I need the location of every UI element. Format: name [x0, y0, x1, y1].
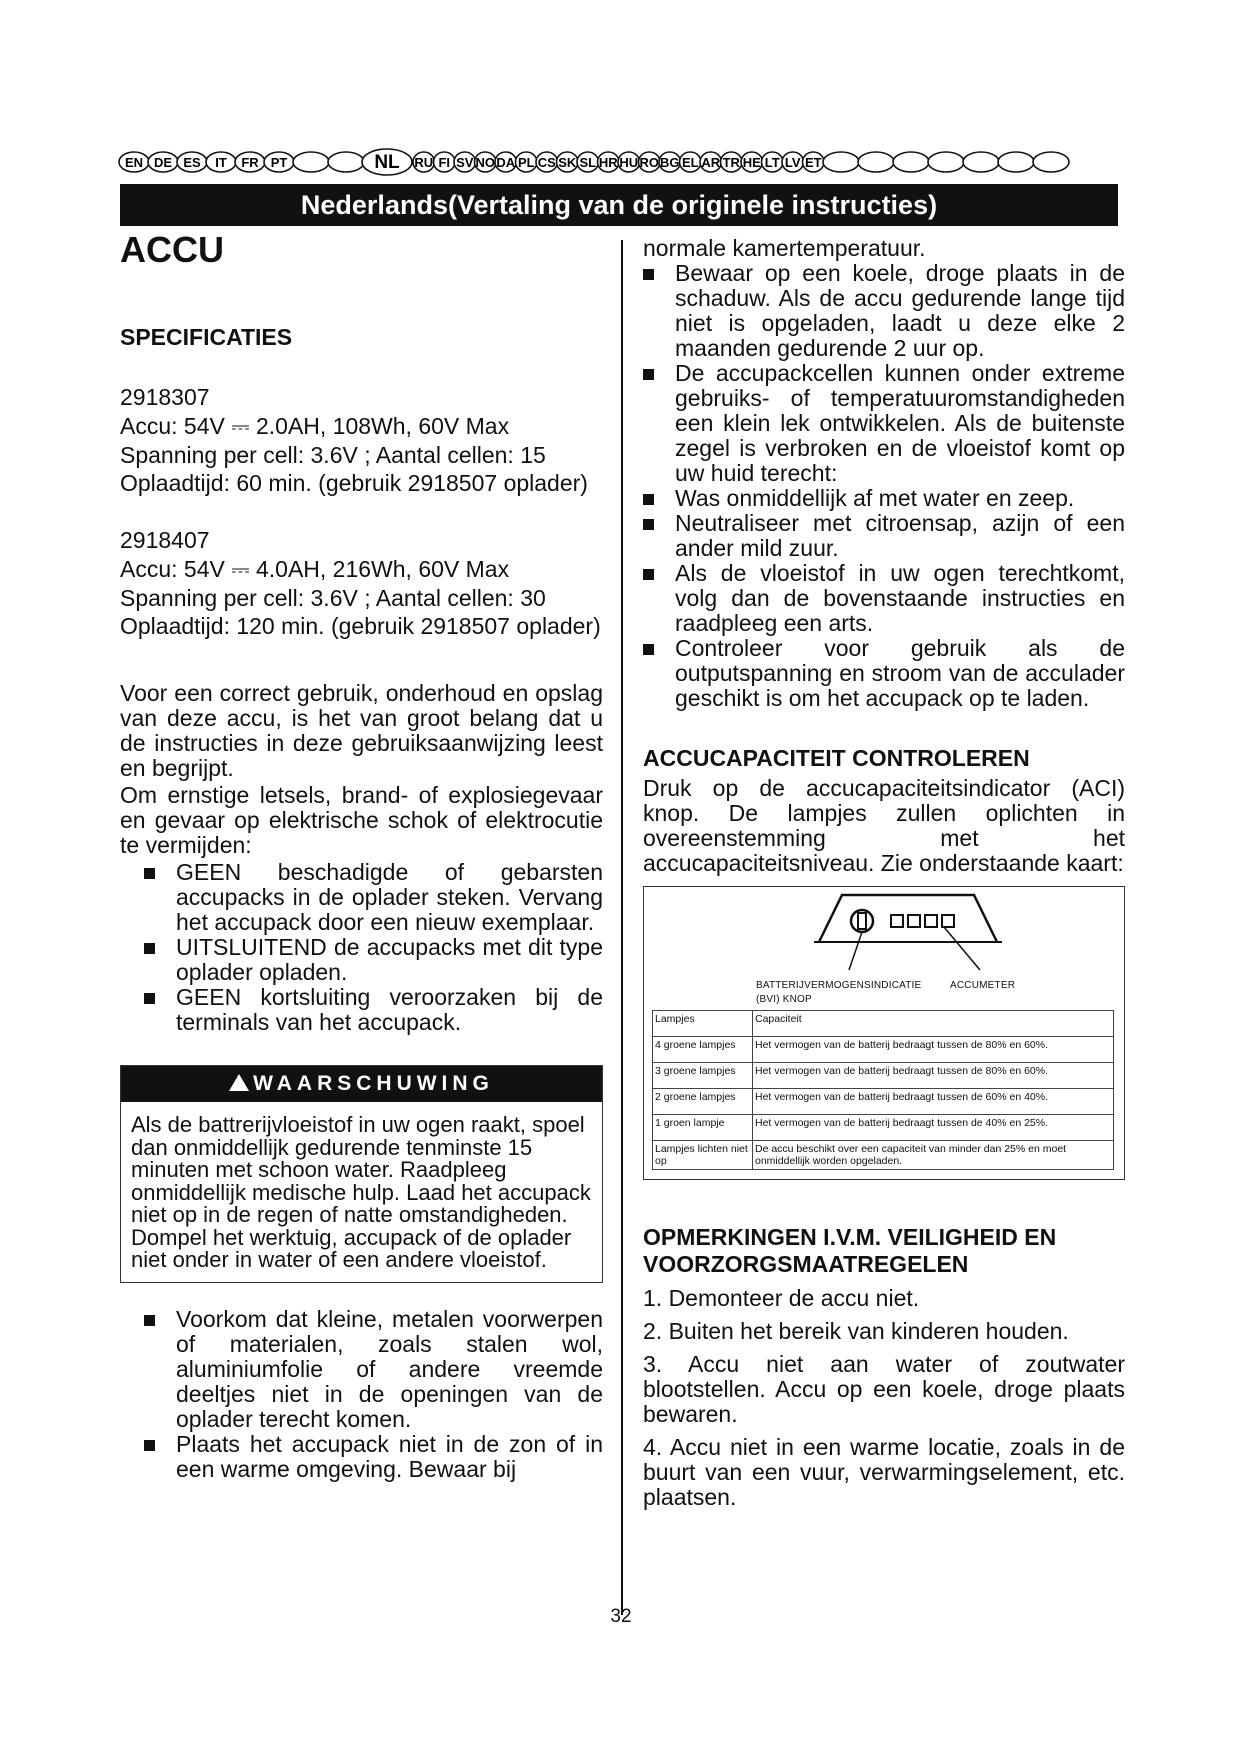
language-tab — [516, 152, 538, 172]
list-item: Was onmiddellijk af met water en zeep. — [663, 486, 1125, 511]
language-tab — [577, 152, 599, 172]
aci-diagram — [643, 886, 1125, 1180]
table-cell: Het vermogen van de batterij bedraagt tussen de 80% en 60%. — [753, 1037, 1114, 1063]
bullet-square-icon — [144, 943, 155, 954]
list-item: Plaats het accupack niet in de zon of in een warme omgeving. Bewaar bij — [144, 1432, 603, 1482]
warning-box — [120, 1065, 603, 1283]
model1-oplaad: Oplaadtijd: 60 min. (gebruik 2918507 oplader) — [120, 470, 588, 496]
svg-text:AR: AR — [701, 155, 721, 170]
svg-text:TR: TR — [722, 155, 740, 170]
warning-header: WAARSCHUWING — [121, 1066, 602, 1102]
table-header-row — [653, 1011, 1114, 1037]
table-cell: Het vermogen van de batterij bedraagt tussen de 80% en 60%. — [753, 1063, 1114, 1089]
table-cell: Het vermogen van de batterij bedraagt tussen de 60% en 40%. — [753, 1089, 1114, 1115]
table-cell: Lampjes lichten niet op — [653, 1141, 753, 1170]
list-item: UITSLUITEND de accupacks met dit type oplader opladen. — [144, 935, 603, 985]
left-column — [120, 228, 603, 1482]
bullet-square-icon — [144, 993, 155, 1004]
bullet-list-1 — [144, 860, 603, 1035]
table-row — [653, 1037, 1114, 1063]
page-number: 32 — [610, 1606, 632, 1627]
language-tabs-graphic — [118, 148, 1118, 176]
list-item: GEEN beschadigde of gebarsten accupacks in de oplader steken. Vervang het accupack door een nieuw exemplaar. — [144, 860, 603, 935]
model2-spanning: Spanning per cell: 3.6V ; Aantal cellen: 30 — [120, 585, 546, 611]
svg-text:SV: SV — [456, 155, 474, 170]
language-tab — [557, 152, 579, 172]
language-tab — [495, 152, 517, 172]
language-tab — [963, 152, 999, 172]
list-item: De accupackcellen kunnen onder extreme gebruiks- of temperatuuromstandigheden een klein lek ontwikkelen. Als de buitenste zegel is verbroken en de vloeistof komt op uw huid terecht: — [663, 361, 1125, 486]
svg-text:SK: SK — [558, 155, 577, 170]
language-tab — [328, 152, 364, 172]
svg-text:FR: FR — [241, 155, 259, 170]
table-row — [653, 1141, 1114, 1170]
svg-text:PT: PT — [270, 155, 288, 170]
list-item: GEEN kortsluiting veroorzaken bij de terminals van het accupack. — [144, 985, 603, 1035]
language-tab — [659, 152, 681, 172]
list-item: Voorkom dat kleine, metalen voorwerpen of materialen, zoals stalen wol, aluminiumfolie of andere vreemde deeltjes niet in de openingen van de oplader terecht komen. — [144, 1307, 603, 1432]
language-strip — [118, 148, 1118, 176]
language-tab — [148, 152, 178, 172]
bullet-square-icon — [144, 868, 155, 879]
table-cell: 3 groene lampjes — [653, 1063, 753, 1089]
table-cell: De accu beschikt over een capaciteit van minder dan 25% en moet onmiddellijk worden opgeladen. — [753, 1141, 1114, 1170]
language-tab — [893, 152, 929, 172]
svg-text:RU: RU — [414, 155, 434, 170]
list-item: Controleer voor gebruik als de outputspanning en stroom van de acculader geschikt is om het accupack op te laden. — [663, 636, 1125, 711]
svg-text:ET: ET — [804, 155, 822, 170]
language-tab — [293, 152, 329, 172]
language-tab — [536, 152, 558, 172]
table-cell: 4 groene lampjes — [653, 1037, 753, 1063]
safety-list — [643, 1286, 1125, 1510]
svg-text:LT: LT — [764, 155, 780, 170]
language-tab — [618, 152, 640, 172]
model1-accu: Accu: 54V ⎓ 2.0AH, 108Wh, 60V Max — [120, 413, 510, 439]
svg-text:NL: NL — [374, 152, 400, 173]
language-tab — [413, 152, 435, 172]
table-row — [653, 1063, 1114, 1089]
list-item: 2. Buiten het bereik van kinderen houden. — [643, 1318, 1069, 1344]
page-banner: Nederlands(Vertaling van de originele instructies) — [120, 184, 1118, 226]
language-tab — [823, 152, 859, 172]
language-tab — [598, 152, 620, 172]
language-tab — [782, 152, 804, 172]
language-tab — [803, 152, 825, 172]
language-tab — [762, 152, 784, 172]
svg-text:IT: IT — [215, 155, 227, 170]
language-tab — [177, 152, 207, 172]
svg-text:NO: NO — [475, 155, 495, 170]
svg-text:FI: FI — [438, 155, 451, 170]
bullet-square-icon — [144, 1315, 155, 1326]
accumeter-label: ACCUMETER — [950, 980, 1016, 991]
bullet-square-icon — [643, 369, 654, 380]
table-row — [653, 1115, 1114, 1141]
svg-text:HE: HE — [742, 155, 761, 170]
spec-heading: SPECIFICATIES — [120, 324, 293, 350]
svg-text:CS: CS — [537, 155, 556, 170]
list-item: Bewaar op een koele, droge plaats in de schaduw. Als de accu gedurende lange tijd niet is opgeladen, laadt u deze elke 2 maanden gedurende 2 uur op. — [663, 261, 1125, 361]
continuation-text: normale kamertemperatuur. — [643, 235, 926, 261]
svg-text:SL: SL — [579, 155, 597, 170]
svg-text:EL: EL — [681, 155, 699, 170]
language-tab — [434, 152, 456, 172]
svg-text:ES: ES — [183, 155, 201, 170]
language-tab — [858, 152, 894, 172]
bullet-square-icon — [643, 519, 654, 530]
model1-number: 2918307 — [120, 384, 210, 410]
svg-text:DE: DE — [153, 155, 173, 170]
list-item: 3. Accu niet aan water of zoutwater blootstellen. Accu op een koele, droge plaats bewaren. — [643, 1351, 1125, 1427]
language-tab — [998, 152, 1034, 172]
language-tab — [700, 152, 722, 172]
bullet-list-2 — [144, 1307, 603, 1482]
list-item: Als de vloeistof in uw ogen terechtkomt, volg dan de bovenstaande instructies en raadpleeg een arts. — [663, 561, 1125, 636]
aci-heading: ACCUCAPACITEIT CONTROLEREN — [643, 745, 1030, 771]
bvi-label: BATTERIJVERMOGENSINDICATIE — [756, 980, 922, 991]
section-title: ACCU — [120, 229, 224, 270]
intro-paragraph-2: Om ernstige letsels, brand- of explosiegevaar en gevaar op elektrische schok of elektrocutie te vermijden: — [120, 782, 603, 858]
language-tab — [680, 152, 702, 172]
svg-text:HR: HR — [598, 155, 618, 170]
table-row — [653, 1089, 1114, 1115]
svg-text:PL: PL — [517, 155, 535, 170]
language-tab — [721, 152, 743, 172]
aci-text: Druk op de accucapaciteitsindicator (ACI) knop. De lampjes zullen oplichten in overeenstemming met het accucapaciteitsniveau. Zie onderstaande kaart: — [643, 775, 1125, 876]
svg-text:LV: LV — [784, 155, 801, 170]
language-tab — [741, 152, 763, 172]
table-cell: Het vermogen van de batterij bedraagt tussen de 40% en 25%. — [753, 1115, 1114, 1141]
right-column — [643, 236, 1125, 1510]
language-tab — [639, 152, 661, 172]
model2-accu: Accu: 54V ⎓ 4.0AH, 216Wh, 60V Max — [120, 556, 510, 582]
list-item: 4. Accu niet in een warme locatie, zoals in de buurt van een vuur, verwarmingselement, etc. plaatsen. — [643, 1434, 1125, 1510]
bullet-square-icon — [643, 269, 654, 280]
warning-text: Als de battrerijvloeistof in uw ogen raakt, spoel dan onmiddellijk gedurende tenminste 15 minuten met schoon water. Raadpleeg onmiddellijk medische hulp. Laad het accupack niet op in de regen of natte omstandigheden. Dompel het werktuig, accupack of de oplader niet onder in water of een andere vloeistof. — [131, 1112, 591, 1272]
language-tab — [119, 152, 149, 172]
language-tab — [206, 152, 236, 172]
safety-heading: OPMERKINGEN I.V.M. VEILIGHEID EN VOORZORGSMAATREGELEN — [643, 1224, 1057, 1277]
list-item: Neutraliseer met citroensap, azijn of een ander mild zuur. — [663, 511, 1125, 561]
warning-triangle-icon — [229, 1074, 249, 1091]
language-tab — [1033, 152, 1069, 172]
bullet-square-icon — [643, 494, 654, 505]
bullet-list-right — [663, 261, 1125, 711]
model1-spanning: Spanning per cell: 3.6V ; Aantal cellen: 15 — [120, 442, 546, 468]
language-tab-active — [362, 149, 412, 175]
header-cell: Lampjes — [653, 1011, 753, 1037]
language-tab — [235, 152, 265, 172]
svg-text:HU: HU — [619, 155, 639, 170]
svg-text:DA: DA — [496, 155, 516, 170]
list-item: 1. Demonteer de accu niet. — [643, 1285, 920, 1311]
column-divider — [621, 240, 623, 1615]
header-cell: Capaciteit — [753, 1011, 1114, 1037]
table-cell: 1 groen lampje — [653, 1115, 753, 1141]
model2-oplaad: Oplaadtijd: 120 min. (gebruik 2918507 oplader) — [120, 613, 601, 639]
bullet-square-icon — [643, 569, 654, 580]
table-cell: 2 groene lampjes — [653, 1089, 753, 1115]
language-tab — [928, 152, 964, 172]
aci-table — [652, 1010, 1114, 1170]
bullet-square-icon — [643, 644, 654, 655]
bullet-square-icon — [144, 1440, 155, 1451]
language-tab — [475, 152, 497, 172]
language-tab — [264, 152, 294, 172]
language-tab — [454, 152, 476, 172]
model2-number: 2918407 — [120, 527, 210, 553]
svg-text:RO: RO — [639, 155, 659, 170]
svg-text:EN: EN — [124, 155, 144, 170]
svg-text:BG: BG — [660, 155, 680, 170]
bvi-label-2: (BVI) KNOP — [756, 994, 812, 1005]
intro-paragraph: Voor een correct gebruik, onderhoud en opslag van deze accu, is het van groot belang dat u de instructies in deze gebruiksaanwijzing leest en begrijpt. — [120, 680, 603, 781]
